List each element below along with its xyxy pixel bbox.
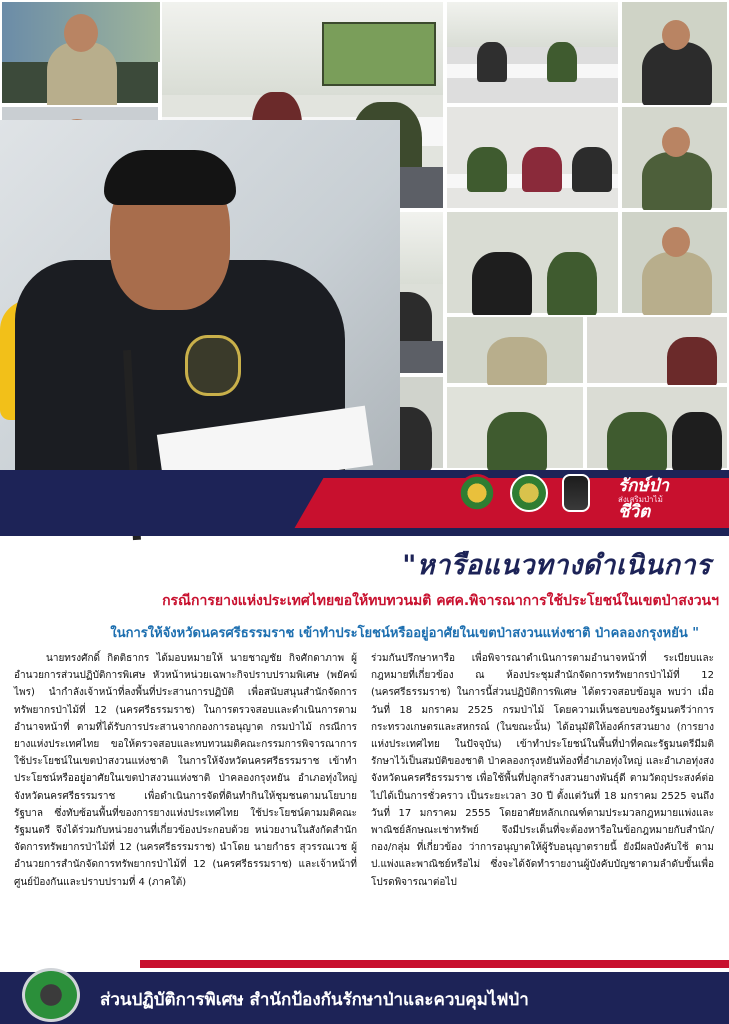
headline-subtitle: กรณีการยางแห่งประเทศไทยขอให้ทบทวนมติ คศค.พิจารณาการใช้ประโยชน์ในเขตป่าสงวนฯ <box>162 593 719 609</box>
forest-emblem-logo-icon <box>510 474 548 512</box>
article-column-right <box>371 650 714 891</box>
attendees-photo-7 <box>585 315 729 385</box>
headline-subtitle-2: ในการให้จังหวัดนครศรีธรรมราช เข้าทำประโยชน์หรืออยู่อาศัยในเขตป่าสงวนแห่งชาติ ป่าคลองกรุงหยัน " <box>110 626 699 641</box>
headline-title: "หารือแนวทางดำเนินการ <box>402 550 711 581</box>
participants-photo-2 <box>445 105 620 210</box>
official-portrait-photo <box>0 0 160 105</box>
rak-pa-brand <box>618 478 669 522</box>
brand-name: รักษ์ป่า <box>618 476 669 496</box>
unit-patch-icon <box>185 335 241 396</box>
article-body <box>14 650 714 891</box>
participants-photo-top-right <box>620 0 729 105</box>
brand-word: ชีวิต <box>618 502 651 523</box>
footer-agency-name: ส่วนปฏิบัติการพิเศษ สำนักป้องกันรักษาป่าและควบคุมไฟป่า <box>100 990 529 1010</box>
agency-logos <box>458 474 590 512</box>
tiger-unit-logo-icon <box>562 474 590 512</box>
speaker-hero-photo <box>0 120 400 470</box>
royal-forest-dept-logo-icon <box>458 474 496 512</box>
photo-collage <box>0 0 729 470</box>
meeting-table-photo <box>445 0 620 105</box>
brand-tagline: ส่งเสริมป่าไม้ <box>618 494 663 504</box>
attendees-photo-4 <box>445 210 620 315</box>
attendees-photo-9 <box>585 385 729 470</box>
unit-emblem-icon <box>22 968 80 1022</box>
article-paragraph-left: นายทรงศักดิ์ กิตติธากร ได้มอบหมายให้ นายชาญชัย กิจศักดาภาพ ผู้อำนวยการส่วนปฏิบัติการพิเศษ หัวหน้าหน่วยเฉพาะกิจปราบปรามพิเศษ (พยัคฆ์ไพร) นำกำลังเจ้าหน้าที่ลงพื้นที่ประสานการปฏิบัติ เพื่อสนับสนุนสำนักจัดการทรัพยากรป่าไม้ที่ 12 (นครศรีธรรมราช) ในการตรวจสอบและดำเนินการตามอำนาจหน้าที่ ตามที่ได้รับการประสานจากกองการอนุญาต กรมป่าไม้ กรณีการยางแห่งประเทศไทย ขอให้ตรวจสอบและทบทวนมติคณะกรรมการพิจารณาการใช้ประโยชน์ในเขตป่าสงวนแห่งชาติ ในการให้จังหวัดนครศรีธรรมราช เข้าทำประโยชน์หรืออยู่อาศัยในเขตป่าสงวนแห่งชาติ ป่าคลองกรุงหยัน อำเภอทุ่งใหญ่ จังหวัดนครศรีธรรมราช เพื่อดำเนินการจัดที่ดินทำกินให้ชุมชนตามนโยบายรัฐบาล ซึ่งทับซ้อนพื้นที่ของการยางแห่งประเทศไทย ใช้ประโยชน์ตามมติคณะรัฐมนตรี จึงได้ร่วมกับหน่วยงานที่เกี่ยวข้องประกอบด้วย หน่วยงานในสังกัดสำนักจัดการทรัพยากรป่าไม้ที่ 12 (นครศรีธรรมราช) นำโดย นายกำธร สุวรรณเวช ผู้อำนวยการสำนักจัดการทรัพยากรป่าไม้ที่ 12 (นครศรีธรรมราช) และเจ้าหน้าที่ศูนย์ป้องกันและปราบปรามที่ 4 (ภาคใต้) <box>14 653 357 888</box>
article-paragraph-right: ร่วมกันปรึกษาหารือ เพื่อพิจารณาดำเนินการตามอำนาจหน้าที่ ระเบียบและกฎหมายที่เกี่ยวข้อง ณ ห้องประชุมสำนักจัดการทรัพยากรป่าไม้ที่ 12 (นครศรีธรรมราช) ในการนี้ส่วนปฏิบัติการพิเศษ ได้ตรวจสอบข้อมูล พบว่า เมื่อวันที่ 18 มกราคม 2525 กรมป่าไม้ โดยความเห็นชอบของรัฐมนตรีว่าการกระทรวงเกษตรและสหกรณ์ (ในขณะนั้น) ได้อนุมัติให้องค์กรสวนยาง (การยางแห่งประเทศไทย ในปัจจุบัน) เข้าทำประโยชน์ในพื้นที่ป่าที่คณะรัฐมนตรีมีมติรักษาไว้เป็นสมบัติของชาติ ป่าคลองกรุงหยันท้องที่อำเภอทุ่งใหญ่ และอำเภอทุ่งสง จังหวัดนครศรีธรรมราช เพื่อใช้พื้นที่ปลูกสร้างสวนยางพันธุ์ดี ตามวัตถุประสงค์ต่อไปได้เป็นการชั่วคราว เป็นระยะเวลา 30 ปี ตั้งแต่วันที่ 18 มกราคม 2525 จนถึงวันที่ 17 มกราคม 2555 โดยอาศัยหลักเกณฑ์ตามประมวลกฎหมายแพ่งและพาณิชย์ลักษณะเช่าทรัพย์ จึงมีประเด็นที่จะต้องหารือในข้อกฎหมายกับสำนัก/กอง/กลุ่ม ที่เกี่ยวข้อง ว่าการอนุญาตให้ผู้รับอนุญาตรายนี้ ยังมีผลบังคับใช้ ตาม ป.แพ่งและพาณิชย์หรือไม่ ซึ่งจะได้จัดทำรายงานผู้บังคับบัญชาตามลำดับขั้นเพื่อโปรดพิจารณาต่อไป <box>371 653 714 888</box>
attendees-photo-8 <box>445 385 585 470</box>
attendees-photo-5 <box>620 210 729 315</box>
participants-photo-3 <box>620 105 729 210</box>
attendees-photo-6 <box>445 315 585 385</box>
article-column-left <box>14 650 357 891</box>
